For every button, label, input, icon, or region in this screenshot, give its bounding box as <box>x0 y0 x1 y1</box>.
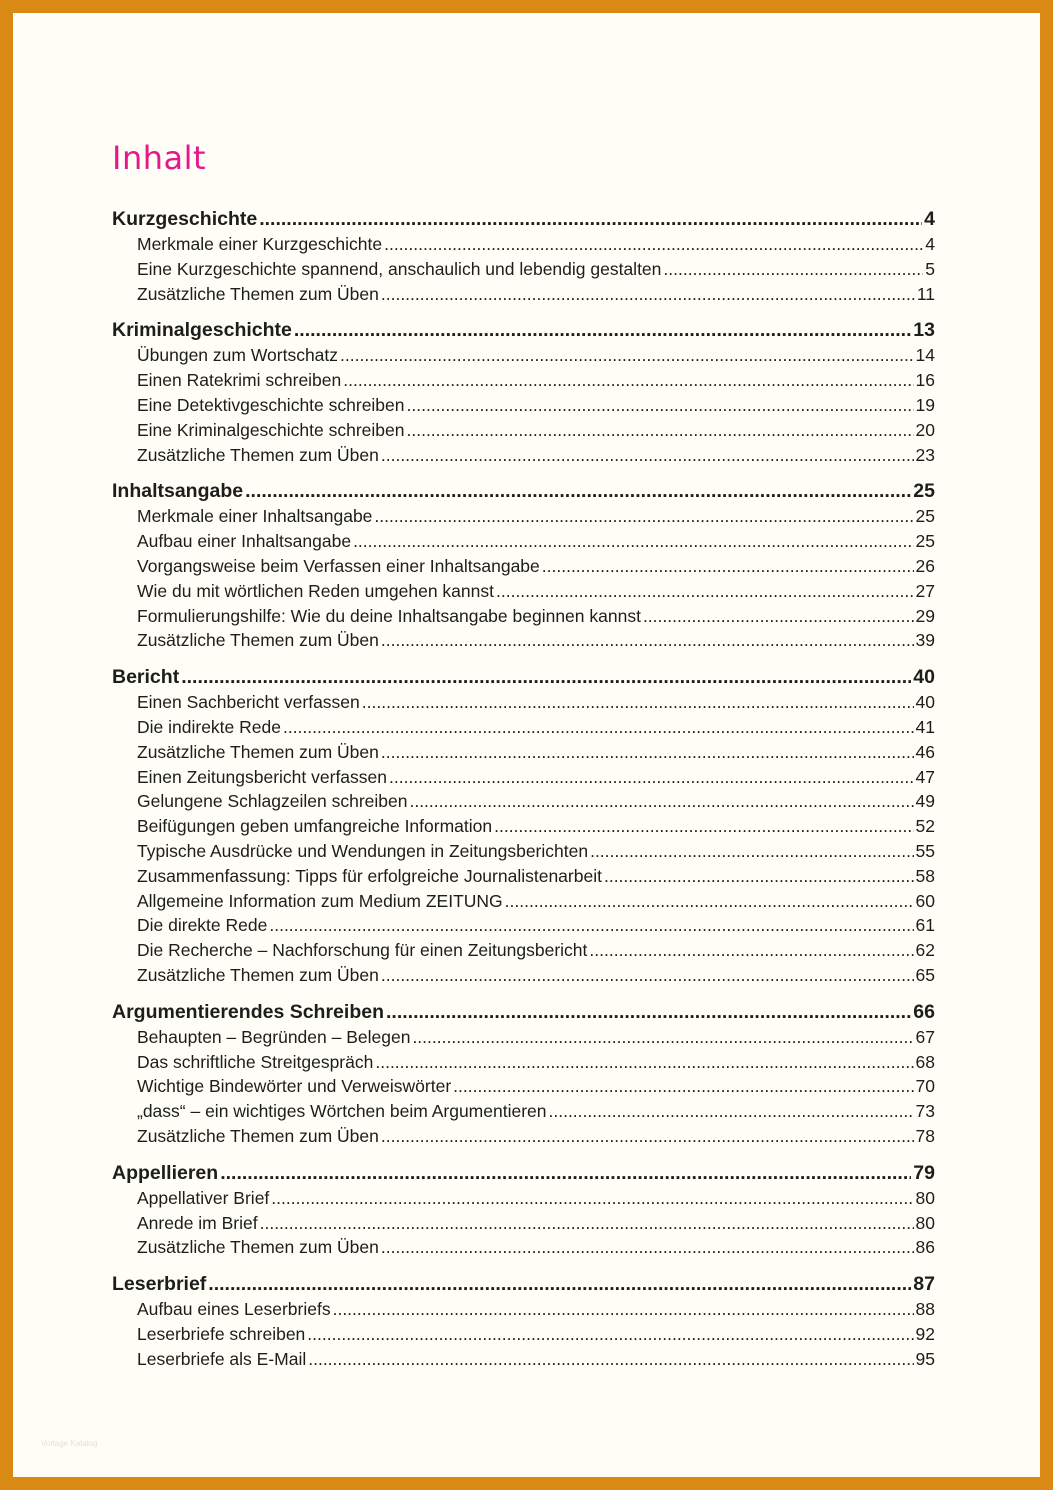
entry-title: Eine Kriminalgeschichte schreiben <box>137 419 405 440</box>
dot-leader <box>362 690 914 715</box>
entry-title: Allgemeine Information zum Medium ZEITUNG <box>137 890 503 911</box>
entry-title: Die Recherche – Nachforschung für einen Zeitungsbericht <box>137 940 588 961</box>
toc-entry[interactable] <box>112 1211 935 1236</box>
dot-leader <box>381 443 914 468</box>
entry-page-number: 39 <box>915 630 935 651</box>
entry-title: Zusätzliche Themen zum Üben <box>137 741 379 762</box>
chapter-page-number: 87 <box>913 1273 935 1296</box>
chapter-page-number: 4 <box>924 208 935 230</box>
chapter-page-number: 79 <box>913 1161 935 1184</box>
entry-page-number: 68 <box>915 1051 935 1072</box>
chapter-title: Leserbrief <box>112 1273 207 1296</box>
chapter-title: Inhaltsangabe <box>112 480 244 503</box>
toc-section <box>112 317 935 467</box>
dot-leader <box>245 478 911 504</box>
chapter-title: Appellieren <box>112 1161 219 1184</box>
entry-page-number: 29 <box>915 605 935 626</box>
entry-page-number: 61 <box>915 915 935 936</box>
entry-page-number: 55 <box>915 840 935 861</box>
toc-entry[interactable] <box>112 393 935 418</box>
entry-title: Die direkte Rede <box>137 915 268 936</box>
entry-title: Zusätzliche Themen zum Üben <box>137 283 379 304</box>
chapter-title: Kurzgeschichte <box>112 208 258 230</box>
dot-leader <box>181 664 911 690</box>
dot-leader <box>453 1074 913 1099</box>
toc-entry[interactable] <box>112 418 935 443</box>
dot-leader <box>307 1322 913 1347</box>
entry-page-number: 40 <box>915 692 935 713</box>
entry-page-number: 23 <box>915 444 935 465</box>
chapter-title: Bericht <box>112 666 180 689</box>
entry-page-number: 80 <box>915 1212 935 1233</box>
entry-page-number: 65 <box>915 964 935 985</box>
entry-page-number: 4 <box>925 234 935 254</box>
entry-title: Einen Zeitungsbericht verfassen <box>137 766 387 787</box>
entry-page-number: 20 <box>915 419 935 440</box>
dot-leader <box>384 232 923 257</box>
entry-page-number: 58 <box>915 865 935 886</box>
toc-section <box>112 478 935 653</box>
dot-leader <box>353 529 913 554</box>
entry-page-number: 62 <box>915 940 935 961</box>
toc-entry[interactable] <box>112 504 935 529</box>
dot-leader <box>494 814 913 839</box>
entry-title: Leserbriefe als E-Mail <box>137 1348 307 1369</box>
dot-leader <box>381 740 914 765</box>
toc-entry[interactable] <box>112 1124 935 1149</box>
dot-leader <box>590 839 913 864</box>
toc-entry[interactable] <box>112 368 935 393</box>
dot-leader <box>542 554 914 579</box>
entry-page-number: 25 <box>915 506 935 527</box>
toc-entry[interactable] <box>112 604 935 629</box>
toc-entry[interactable] <box>112 1235 935 1260</box>
entry-page-number: 46 <box>915 741 935 762</box>
entry-page-number: 26 <box>915 555 935 576</box>
toc-entry[interactable] <box>112 889 935 914</box>
dot-leader <box>407 393 914 418</box>
entry-page-number: 73 <box>915 1101 935 1122</box>
toc-entry[interactable] <box>112 913 935 938</box>
entry-title: Das schriftliche Streitgespräch <box>137 1051 374 1072</box>
dot-leader <box>407 418 914 443</box>
toc-entry[interactable] <box>112 715 935 740</box>
entry-title: „dass“ – ein wichtiges Wörtchen beim Argumentieren <box>137 1101 547 1122</box>
dot-leader <box>374 504 913 529</box>
entry-title: Aufbau einer Inhaltsangabe <box>137 531 352 552</box>
toc-chapter-entry[interactable] <box>112 206 935 232</box>
entry-title: Formulierungshilfe: Wie du deine Inhaltsangabe beginnen kannst <box>137 605 641 626</box>
toc-chapter-entry[interactable] <box>112 317 935 343</box>
entry-page-number: 95 <box>915 1348 935 1369</box>
toc-entry[interactable] <box>112 1025 935 1050</box>
entry-page-number: 25 <box>915 531 935 552</box>
chapter-page-number: 40 <box>913 666 935 689</box>
dot-leader <box>389 765 914 790</box>
entry-page-number: 19 <box>915 394 935 415</box>
toc-entry[interactable] <box>112 1074 935 1099</box>
dot-leader <box>259 206 922 232</box>
toc-section <box>112 664 935 988</box>
dot-leader <box>589 938 913 963</box>
chapter-page-number: 25 <box>913 480 935 503</box>
toc-entry[interactable] <box>112 938 935 963</box>
entry-title: Merkmale einer Kurzgeschichte <box>137 234 383 254</box>
entry-title: Zusätzliche Themen zum Üben <box>137 964 379 985</box>
page-title: Inhalt <box>112 139 207 177</box>
toc-entry[interactable] <box>112 282 935 307</box>
entry-title: Typische Ausdrücke und Wendungen in Zeitungsberichten <box>137 840 589 861</box>
page <box>13 13 1040 1477</box>
toc-entry[interactable] <box>112 554 935 579</box>
entry-title: Eine Kurzgeschichte spannend, anschaulich und lebendig gestalten <box>137 258 662 279</box>
dot-leader <box>375 1050 913 1075</box>
toc-chapter-entry[interactable] <box>112 1160 935 1186</box>
toc-entry[interactable] <box>112 443 935 468</box>
entry-page-number: 67 <box>915 1026 935 1047</box>
entry-title: Anrede im Brief <box>137 1212 258 1233</box>
toc-entry[interactable] <box>112 257 935 282</box>
dot-leader <box>220 1160 911 1186</box>
chapter-title: Argumentierendes Schreiben <box>112 1000 384 1023</box>
entry-title: Appellativer Brief <box>137 1187 270 1208</box>
entry-title: Einen Sachbericht verfassen <box>137 692 360 713</box>
dot-leader <box>343 368 913 393</box>
entry-title: Eine Detektivgeschichte schreiben <box>137 394 405 415</box>
entry-title: Zusätzliche Themen zum Üben <box>137 1237 379 1258</box>
dot-leader <box>412 1025 913 1050</box>
dot-leader <box>208 1271 911 1297</box>
dot-leader <box>308 1347 913 1372</box>
entry-title: Aufbau eines Leserbriefs <box>137 1299 331 1320</box>
dot-leader <box>333 1297 914 1322</box>
dot-leader <box>381 963 914 988</box>
toc-entry[interactable] <box>112 579 935 604</box>
entry-page-number: 49 <box>915 791 935 812</box>
toc-entry[interactable] <box>112 963 935 988</box>
table-of-contents <box>112 206 935 1382</box>
entry-page-number: 86 <box>915 1237 935 1258</box>
dot-leader <box>381 1235 914 1260</box>
toc-section <box>112 999 935 1149</box>
entry-page-number: 16 <box>915 370 935 391</box>
toc-entry[interactable] <box>112 343 935 368</box>
entry-title: Leserbriefe schreiben <box>137 1323 306 1344</box>
toc-entry[interactable] <box>112 814 935 839</box>
entry-page-number: 88 <box>915 1299 935 1320</box>
entry-title: Übungen zum Wortschatz <box>137 345 339 366</box>
entry-page-number: 27 <box>915 580 935 601</box>
toc-chapter-entry[interactable] <box>112 1271 935 1297</box>
chapter-page-number: 13 <box>913 319 935 342</box>
toc-entry[interactable] <box>112 628 935 653</box>
entry-page-number: 5 <box>925 258 935 279</box>
toc-entry[interactable] <box>112 864 935 889</box>
dot-leader <box>260 1211 914 1236</box>
dot-leader <box>269 913 913 938</box>
toc-chapter-entry[interactable] <box>112 478 935 504</box>
toc-entry[interactable] <box>112 1099 935 1124</box>
toc-entry[interactable] <box>112 529 935 554</box>
dot-leader <box>505 889 914 914</box>
toc-section <box>112 206 935 306</box>
entry-page-number: 70 <box>915 1076 935 1097</box>
entry-title: Einen Ratekrimi schreiben <box>137 370 342 391</box>
entry-title: Zusätzliche Themen zum Üben <box>137 1125 379 1146</box>
chapter-title: Kriminalgeschichte <box>112 319 292 342</box>
entry-page-number: 52 <box>915 816 935 837</box>
entry-page-number: 78 <box>915 1125 935 1146</box>
entry-title: Behaupten – Begründen – Belegen <box>137 1026 411 1047</box>
toc-chapter-entry[interactable] <box>112 664 935 690</box>
dot-leader <box>409 789 913 814</box>
dot-leader <box>271 1186 913 1211</box>
toc-entry[interactable] <box>112 839 935 864</box>
toc-entry[interactable] <box>112 1050 935 1075</box>
dot-leader <box>381 282 915 307</box>
entry-page-number: 92 <box>915 1323 935 1344</box>
toc-section <box>112 1160 935 1260</box>
watermark: Vorlage Katalog <box>41 1439 98 1448</box>
entry-title: Zusammenfassung: Tipps für erfolgreiche Journalistenarbeit <box>137 865 602 886</box>
dot-leader <box>663 257 923 282</box>
chapter-page-number: 66 <box>913 1000 935 1023</box>
dot-leader <box>604 864 914 889</box>
dot-leader <box>340 343 914 368</box>
entry-page-number: 60 <box>915 890 935 911</box>
entry-title: Wie du mit wörtlichen Reden umgehen kannst <box>137 580 494 601</box>
entry-page-number: 14 <box>915 345 935 366</box>
toc-entry[interactable] <box>112 232 935 257</box>
dot-leader <box>283 715 914 740</box>
toc-entry[interactable] <box>112 740 935 765</box>
dot-leader <box>549 1099 914 1124</box>
toc-entry[interactable] <box>112 1186 935 1211</box>
entry-title: Merkmale einer Inhaltsangabe <box>137 506 373 527</box>
toc-section <box>112 1271 935 1371</box>
entry-page-number: 41 <box>915 716 935 737</box>
dot-leader <box>496 579 914 604</box>
toc-entry[interactable] <box>112 690 935 715</box>
entry-title: Vorgangsweise beim Verfassen einer Inhaltsangabe <box>137 555 540 576</box>
dot-leader <box>381 628 914 653</box>
entry-title: Beifügungen geben umfangreiche Information <box>137 816 493 837</box>
toc-entry[interactable] <box>112 765 935 790</box>
dot-leader <box>386 999 911 1025</box>
entry-page-number: 80 <box>915 1187 935 1208</box>
toc-chapter-entry[interactable] <box>112 999 935 1025</box>
entry-title: Die indirekte Rede <box>137 716 281 737</box>
entry-page-number: 47 <box>915 766 935 787</box>
toc-entry[interactable] <box>112 789 935 814</box>
entry-title: Wichtige Bindewörter und Verweiswörter <box>137 1076 452 1097</box>
entry-title: Gelungene Schlagzeilen schreiben <box>137 791 408 812</box>
dot-leader <box>643 604 914 629</box>
dot-leader <box>294 317 911 343</box>
entry-title: Zusätzliche Themen zum Üben <box>137 630 379 651</box>
entry-title: Zusätzliche Themen zum Üben <box>137 444 379 465</box>
dot-leader <box>381 1124 914 1149</box>
toc-entry[interactable] <box>112 1322 935 1347</box>
toc-entry[interactable] <box>112 1347 935 1372</box>
entry-page-number: 11 <box>916 283 935 304</box>
toc-entry[interactable] <box>112 1297 935 1322</box>
